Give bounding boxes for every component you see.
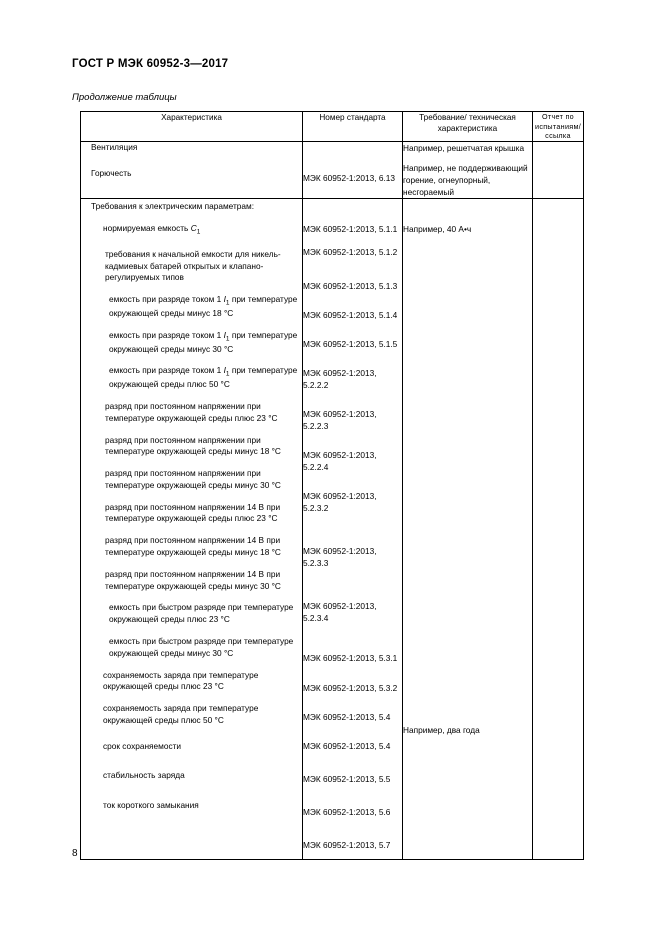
cell-requirement: Например, решетчатая крышка Например, не поддерживающий горение, огнеупорный, несгораемый bbox=[403, 142, 533, 199]
table-header bbox=[81, 112, 584, 142]
cell-standard-number: МЭК 60952-1:2013, 6.13 bbox=[303, 142, 403, 199]
table-continuation-label: Продолжение таблицы bbox=[72, 92, 177, 103]
requirements-table bbox=[80, 111, 584, 860]
table-header-row bbox=[81, 112, 584, 142]
column-header-requirement: Требование/ техническая характеристика bbox=[403, 112, 533, 142]
cell-test-report bbox=[533, 199, 584, 859]
cell-requirement: Например, 40 А•ч Например, два года bbox=[403, 199, 533, 859]
cell-test-report bbox=[533, 142, 584, 199]
cell-characteristic: Требования к электрическим параметрам: нормируемая емкость $C_1$ требования к начальной емкости для никель-кадмиевых батарей открытых и клапано-регулируемых типов емкость при разряде током 1 $I_1$ при температуре окружающей среды минус 18 °С емкость при разряде током 1 $I_1$ при температуре окружающей среды минус 30 °С емкость при разряде током 1 $I_1$ при температуре окружающей среды плюс 50 °С разряд при постоянном напряжении при температуре окружающей среды плюс 23 °С разряд при постоянном напряжении при температуре окружающей среды минус 18 °С разряд при постоянном напряжении при температуре окружающей среды минус 30 °С разряд при постоянном напряжении 14 В при температуре окружающей среды плюс 23 °С разряд при постоянном напряжении 14 В при температуре окружающей среды минус 18 °С разряд при постоянном напряжении 14 В при температуре окружающей среды минус 30 °С емкость при быстром разряде при температуре окружающей среды плюс 23 °С емкость при быстром разряде при температуре окружающей среды минус 30 °С сохраняемость заряда при температуре окружающей среды плюс 23 °С сохраняемость заряда при температуре окружающей среды плюс 50 °С срок сохраняемости стабильность заряда ток короткого замыкания bbox=[81, 199, 303, 859]
requirements-table-wrapper bbox=[80, 111, 583, 860]
column-header-standard-number: Номер стандарта bbox=[303, 112, 403, 142]
cell-characteristic: Вентиляция Горючесть bbox=[81, 142, 303, 199]
table-body bbox=[81, 142, 584, 859]
page-number: 8 bbox=[72, 848, 78, 859]
column-header-characteristic: Характеристика bbox=[81, 112, 303, 142]
cell-standard-number: МЭК 60952-1:2013, 5.1.1 МЭК 60952-1:2013, 5.1.2 МЭК 60952-1:2013, 5.1.3 МЭК 60952-1:2013, 5.1.4 МЭК 60952-1:2013, 5.1.5 МЭК 60952-1:2013, 5.2.2.2 МЭК 60952-1:2013, 5.2.2.3 МЭК 60952-1:2013, 5.2.2.4 МЭК 60952-1:2013, 5.2.3.2 МЭК 60952-1:2013, 5.2.3.3 МЭК 60952-1:2013, 5.2.3.4 МЭК 60952-1:2013, 5.3.1 МЭК 60952-1:2013, 5.3.2 МЭК 60952-1:2013, 5.4 МЭК 60952-1:2013, 5.4 МЭК 60952-1:2013, 5.5 МЭК 60952-1:2013, 5.6 МЭК 60952-1:2013, 5.7 bbox=[303, 199, 403, 859]
char-nominal-capacity: нормируемая емкость $C_1$ bbox=[103, 223, 201, 236]
document-standard-number: ГОСТ Р МЭК 60952-3—2017 bbox=[72, 58, 229, 70]
table-row bbox=[81, 199, 584, 859]
table-row bbox=[81, 142, 584, 199]
column-header-test-report: Отчет по испытаниям/ ссылка bbox=[533, 112, 584, 142]
